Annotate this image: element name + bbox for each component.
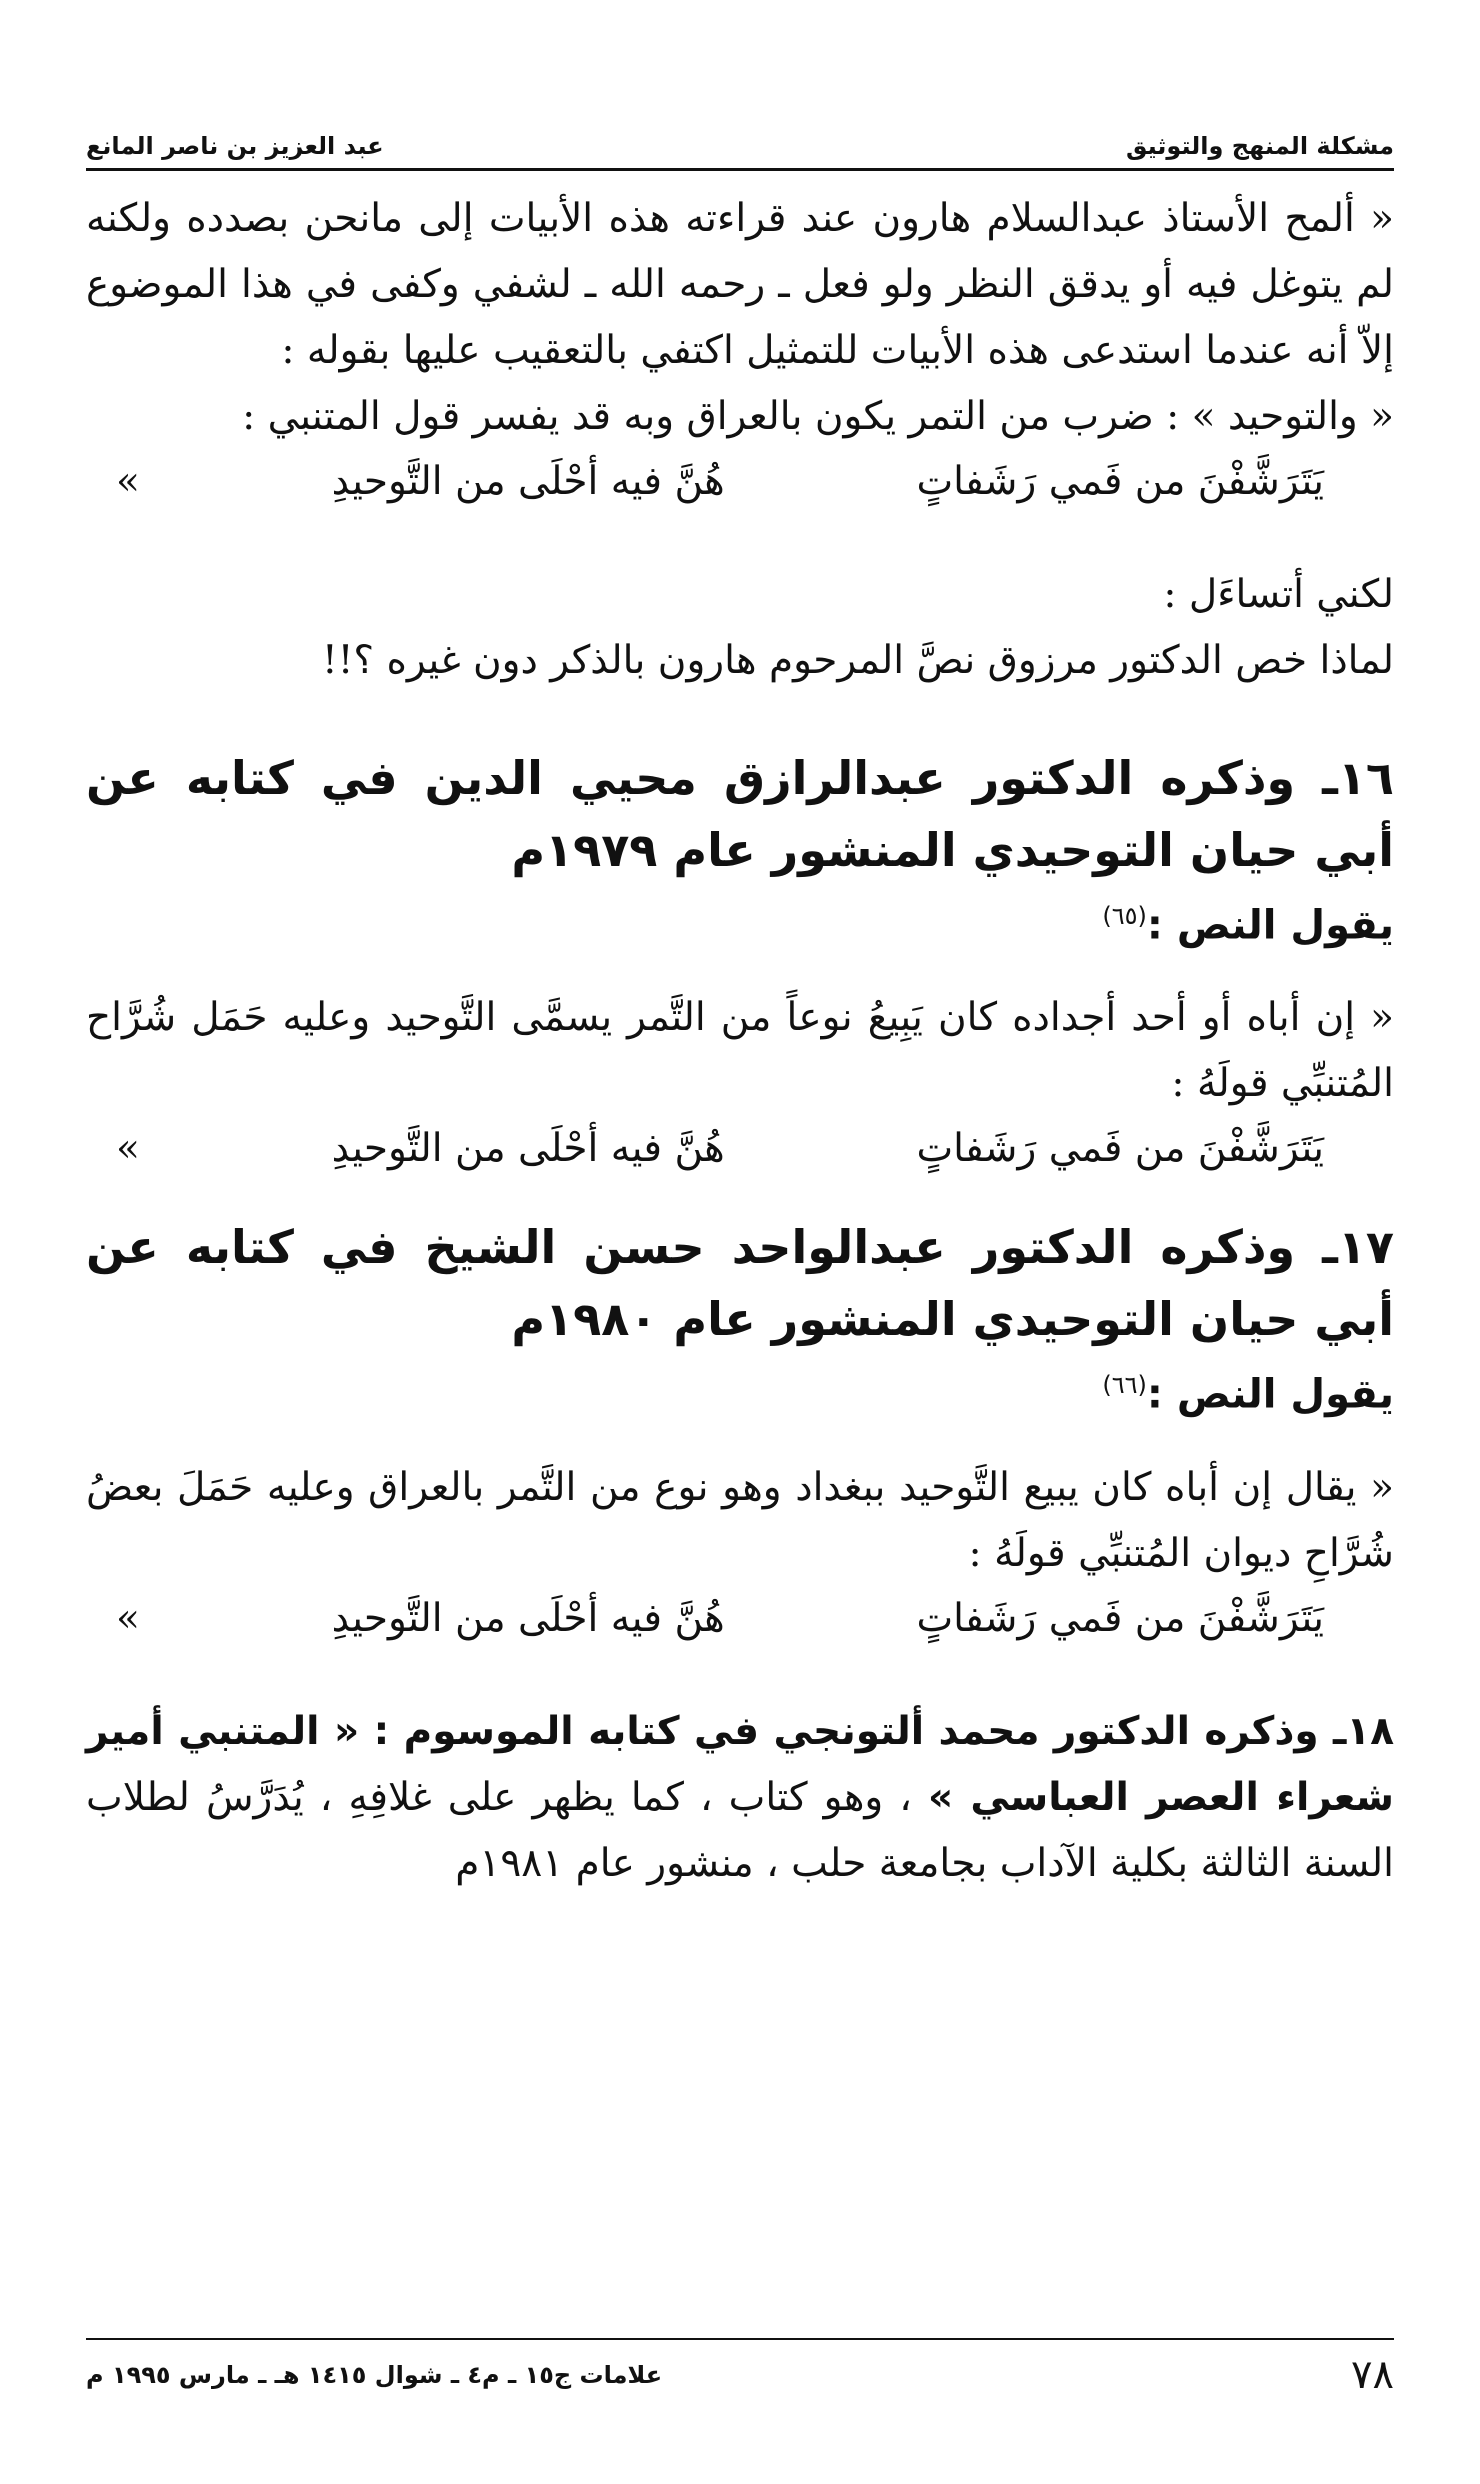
quote-definition-paragraph: « والتوحيد » : ضرب من التمر يكون بالعراق وبه قد يفسر قول المتنبي : [242,394,1394,439]
page-number: ٧٨ [1351,2352,1394,2398]
section-heading-18: ١٨ـ وذكره الدكتور محمد ألتونجي في كتابه الموسوم : « المتنبي أمير شعراء العصر العباسي » [86,1708,1395,1820]
citation-label: يقول النص : [1146,902,1394,949]
spacer [86,694,1394,742]
quote-paragraph-haroun: « ألمح الأستاذ عبدالسلام هارون عند قراءته هذه الأبيات إلى مانحن بصدده ولكنه لم يتوغل فيه أو يدقق النظر ولو فعل ـ رحمه الله ـ لشفي وكفى في هذا الموضوع إلاّ أنه عندما استدعى هذه الأبيات للتمثيل اكتفي بالتعقيب عليها بقوله : [86,196,1394,373]
spacer [86,1651,1394,1699]
quote-close-mark: » [116,1595,140,1641]
citation-label: يقول النص : [1146,1371,1394,1418]
poetry-verse [86,1587,1394,1651]
footnote-ref-66: (٦٦) [1102,1371,1147,1400]
verse-first-hemistich: يَتَرَشَّفْنَ من فَمي رَشَفاتٍ [916,459,1324,504]
verse-first-hemistich: يَتَرَشَّفْنَ من فَمي رَشَفاتٍ [916,1126,1324,1172]
question-lead: لكني أتساءَل : [1163,572,1394,617]
quote-paragraph-16: « إن أباه أو أحد أجداده كان يَبِيعُ نوعاً من التَّمر يسمَّى التَّوحيد وعليه حَمَل شُرَّاح المُتنبِّي قولَهُ : [86,995,1394,1107]
running-header [86,112,1394,160]
page-footer [86,2350,1394,2400]
poetry-verse [86,450,1394,514]
spacer [86,1425,1394,1455]
question-text: لماذا خص الدكتور مرزوق نصَّ المرحوم هارون بالذكر دون غيره ؟!! [322,638,1394,683]
citation-lead-17 [86,1355,1394,1424]
footnote-ref-65: (٦٥) [1102,902,1147,930]
verse-second-hemistich: هُنَّ فيه أحْلَى من التَّوحيدِ [331,459,725,504]
verse-first-hemistich: يَتَرَشَّفْنَ من فَمي رَشَفاتٍ [916,1595,1324,1641]
spacer [86,514,1394,562]
page-body [86,186,1394,1897]
footer-rule [86,2338,1394,2340]
spacer [86,955,1394,985]
citation-lead-16 [86,886,1394,955]
header-section-title: مشكلة المنهج والتوثيق [1125,132,1394,160]
quote-paragraph-17: « يقال إن أباه كان يبيع التَّوحيد ببغداد وهو نوع من التَّمر بالعراق وعليه حَمَلَ بعضُ شُرَّاحِ ديوان المُتنبِّي قولَهُ : [86,1464,1394,1576]
header-rule [86,168,1394,171]
section-heading-17: ١٧ـ وذكره الدكتور عبدالواحد حسن الشيخ في كتابه عن أبي حيان التوحيدي المنشور عام ١٩٨٠م [86,1220,1394,1347]
verse-second-hemistich: هُنَّ فيه أحْلَى من التَّوحيدِ [331,1126,725,1172]
quote-close-mark: » [116,1126,140,1172]
spacer [86,1181,1394,1211]
section-heading-16: ١٦ـ وذكره الدكتور عبدالرازق محيي الدين في كتابه عن أبي حيان التوحيدي المنشور عام ١٩٧٩م [86,751,1394,877]
journal-issue-info: علامات ج١٥ ـ م٤ ـ شوال ١٤١٥ هـ ـ مارس ١٩٩٥ م [86,2361,663,2389]
header-author-name: عبد العزيز بن ناصر المانع [86,132,384,160]
poetry-verse [86,1117,1394,1181]
section-text-18: ، وهو كتاب ، كما يظهر على غلافِهِ ، يُدَرَّسُ لطلاب السنة الثالثة بكلية الآداب بجامعة حلب ، منشور عام ١٩٨١م [86,1774,1394,1886]
section-paragraph-18 [86,1699,1394,1897]
quote-close-mark: » [116,459,140,504]
verse-second-hemistich: هُنَّ فيه أحْلَى من التَّوحيدِ [331,1595,725,1641]
